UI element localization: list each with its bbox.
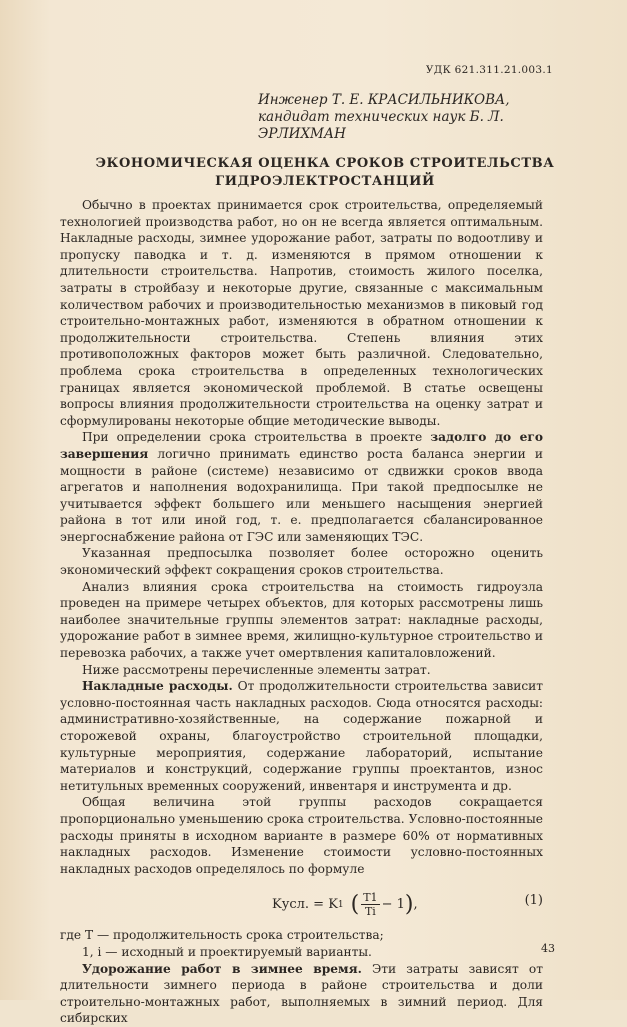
- article-authors: Инженер Т. Е. КРАСИЛЬНИКОВА, кандидат технических наук Б. Л. ЭРЛИХМАН: [258, 92, 510, 142]
- open-paren: (: [343, 891, 360, 917]
- formula-1: [60, 881, 543, 925]
- close-paren: ): [404, 891, 414, 917]
- section-heading: Накладные расходы.: [82, 679, 233, 694]
- paragraph: Анализ влияния срока строительства на стоимость гидроузла проведен на примере четырех объектов, для которых рассмотрены лишь наиболее значительные группы элементов затрат: накладные расходы, удорожание работ в зимнее время, жилищно-культурное строительство и перевозка рабочих, а также учет омертвления капиталовложений.: [60, 579, 543, 661]
- paragraph: Общая величина этой группы расходов сокращается пропорционально уменьшению срока строительства. Условно-постоянные расходы приняты в исходном варианте в размере 60% от нормативных накладных расходов. Изменение стоимости условно-постоянных накладных расходов определялось по формуле: [60, 795, 543, 876]
- udc-code: УДК 621.311.21.003.1: [425, 64, 553, 76]
- paragraph: Ниже рассмотрены перечисленные элементы затрат.: [82, 662, 431, 677]
- paragraph: Обычно в проектах принимается срок строительства, определяемый технологией производства работ, но он не всегда является оптимальным. Накладные расходы, зимнее удорожание работ, затраты по водоотливу и пропуску паводка и т. д. изменяются в прямом отношении к длительности строительства. Напротив, стоимость жилого поселка, затраты в стройбазу и некоторые другие, связанные с максимальным количеством рабочих и производительностью механизмов в пиковый год строительно-монтажных работ, изменяются в обратном отношении к продолжительности строительства. Степень влияния этих противоположных факторов может быть различной. Следовательно, проблема срока строительства в определенных технологических границах является экономической проблемой. В статье освещены вопросы влияния продолжительности строительства на оценку затрат и сформулированы некоторые общие методические выводы.: [60, 198, 543, 428]
- formula-fraction: [361, 891, 379, 918]
- definition: 1, i — исходный и проектируемый варианты.: [82, 944, 372, 959]
- formula-lhs-sub: 1: [337, 899, 344, 910]
- fraction-numerator: T1: [363, 891, 378, 905]
- formula-lhs: Kусл. = K: [272, 896, 338, 912]
- definition: где Т — продолжительность срока строительства;: [60, 928, 384, 943]
- fraction-denominator: Ti: [364, 905, 376, 919]
- text: логично принимать единство роста баланса энергии и мощности в районе (системе) независимо от сдвижки сроков ввода агрегатов и наполнения водохранилища. При такой предпосылке не учитывается эффект большего или меньшего насыщения энергией района в тот или иной год, т. е. предполагается сбалансированное энергоснабжение района от ГЭС или заменяющих ТЭС.: [60, 446, 543, 544]
- formula-expression: [272, 891, 418, 918]
- equation-number: (1): [524, 893, 543, 909]
- title-line-2: ГИДРОЭЛЕКТРОСТАНЦИЙ: [215, 174, 435, 189]
- bold-text: задолго до его завершения: [60, 430, 543, 461]
- section-heading: Удорожание работ в зимнее время.: [82, 961, 362, 976]
- page-number: 43: [541, 942, 555, 955]
- text: При определении срока строительства в проекте: [82, 430, 431, 445]
- text: Эти затраты зависят от длительности зимнего периода в районе строительства и доли строительно-монтажных работ, выполняемых в зимний период. Для сибирских: [60, 961, 543, 1026]
- paragraph: Указанная предпосылка позволяет более осторожно оценить экономический эффект сокращения сроков строительства.: [60, 546, 543, 578]
- formula-minus: − 1: [381, 896, 405, 912]
- paragraph: [60, 429, 543, 545]
- title-line-1: ЭКОНОМИЧЕСКАЯ ОЦЕНКА СРОКОВ СТРОИТЕЛЬСТВА: [95, 156, 555, 171]
- article-body: [60, 197, 543, 1027]
- formula-tail: ,: [413, 896, 418, 912]
- text: От продолжительности строительства зависит условно-постоянная часть накладных расходов. Сюда относятся расходы: административно-хозяйственные, на содержание пожарной и сторожевой охраны, благоустройство строительной площадки, культурные мероприятия, содержание лабораторий, испытание материалов и конструкций, содержание группы проектантов, износ нетитульных временных сооружений, инвентаря и инструмента и др.: [60, 679, 544, 793]
- paragraph: [60, 961, 543, 1027]
- paragraph: [60, 678, 543, 794]
- article-title: [60, 155, 590, 191]
